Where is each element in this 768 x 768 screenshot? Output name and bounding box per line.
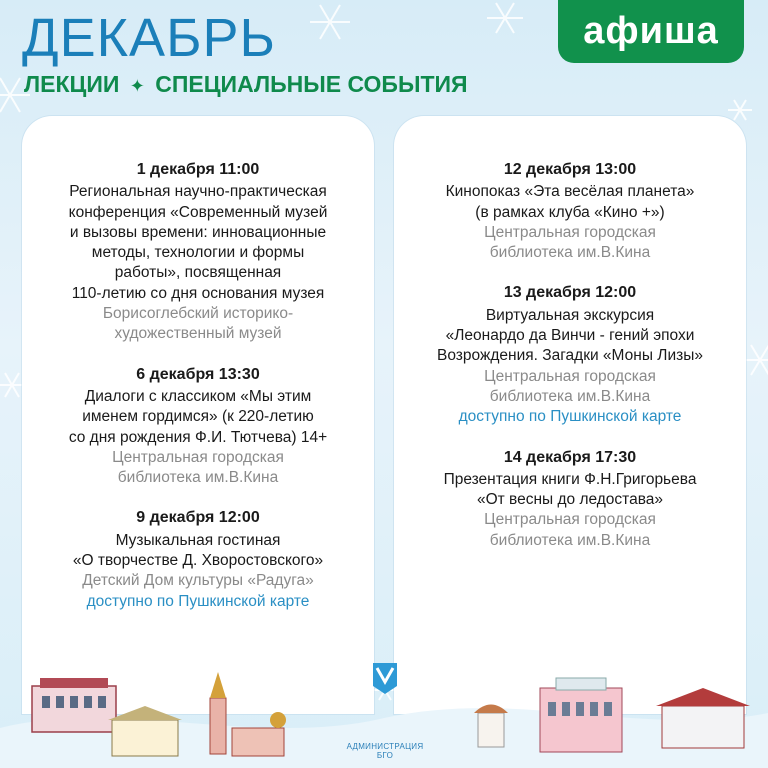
- event-item: [22, 160, 374, 345]
- administration-logo-icon: [373, 663, 397, 694]
- event-venue-line: Центральная городская: [112, 448, 284, 466]
- building-right-icon: [656, 688, 750, 748]
- event-description-line: Региональная научно-практическая: [69, 183, 327, 201]
- event-description-line: 110-летию со дня основания музея: [71, 284, 325, 302]
- building-yellow-icon: [108, 706, 182, 756]
- event-date: 13 декабря 12:00: [503, 284, 637, 302]
- event-venue-line: Центральная городская: [484, 511, 656, 529]
- event-date: 14 декабря 17:30: [503, 448, 637, 466]
- event-item: [394, 160, 746, 263]
- rotunda-icon: [474, 705, 508, 748]
- events-card-right: [394, 116, 746, 714]
- events-list-right: [394, 116, 746, 551]
- event-description-line: методы, технологии и формы: [91, 244, 305, 262]
- event-description-line: Диалоги с классиком «Мы этим: [84, 387, 312, 405]
- event-description-line: работы», посвященная: [114, 264, 282, 282]
- event-venue-line: художественный музей: [114, 325, 282, 343]
- afisha-label: афиша: [583, 10, 719, 52]
- event-venue-line: Центральная городская: [484, 223, 656, 241]
- pushkin-card-note: доступно по Пушкинской карте: [458, 408, 682, 426]
- month-title: ДЕКАБРЬ: [22, 8, 276, 68]
- star-icon: ✦: [129, 76, 145, 96]
- event-venue-line: Детский Дом культуры «Радуга»: [82, 572, 314, 590]
- event-item: [394, 448, 746, 551]
- event-description-line: именем гордимся» (к 220-летию: [82, 408, 314, 426]
- church-icon: [210, 672, 286, 756]
- pushkin-card-note: доступно по Пушкинской карте: [86, 592, 310, 610]
- event-item: [22, 365, 374, 489]
- event-description-line: со дня рождения Ф.И. Тютчева) 14+: [68, 428, 328, 446]
- event-venue-line: Борисоглебский историко-: [102, 305, 294, 323]
- event-description-line: «От весны до ледостава»: [476, 491, 664, 509]
- event-date: 1 декабря 11:00: [136, 161, 260, 178]
- events-card-left: [22, 116, 374, 714]
- subtitle-lectures: ЛЕКЦИИ: [24, 71, 120, 97]
- event-venue-line: библиотека им.В.Кина: [489, 387, 651, 405]
- event-description-line: Виртуальная экскурсия: [485, 306, 655, 324]
- event-description-line: (в рамках клуба «Кино +»): [475, 203, 665, 221]
- administration-logo: [340, 742, 430, 760]
- event-description-line: Презентация книги Ф.Н.Григорьева: [443, 470, 697, 488]
- events-list-left: [22, 116, 374, 612]
- event-venue-line: Центральная городская: [484, 367, 656, 385]
- event-date: 12 декабря 13:00: [503, 161, 637, 178]
- building-left-icon: [32, 678, 116, 732]
- event-item: [22, 508, 374, 611]
- event-description-line: Возрождения. Загадки «Моны Лизы»: [437, 347, 703, 365]
- event-item: [394, 283, 746, 427]
- page-subtitle: [24, 70, 468, 100]
- event-description-line: «Леонардо да Винчи - гений эпохи: [445, 327, 695, 345]
- event-venue-line: библиотека им.В.Кина: [489, 244, 651, 262]
- building-pink-icon: [540, 678, 622, 752]
- event-date: 6 декабря 13:30: [136, 365, 260, 383]
- event-date: 9 декабря 12:00: [136, 509, 260, 527]
- afisha-badge: [558, 0, 744, 63]
- event-venue-line: библиотека им.В.Кина: [117, 469, 279, 487]
- subtitle-special-events: СПЕЦИАЛЬНЫЕ СОБЫТИЯ: [155, 71, 468, 97]
- event-description-line: и вызовы времени: инновационные: [69, 223, 327, 241]
- event-description-line: Кинопоказ «Эта весёлая планета»: [445, 183, 695, 201]
- administration-label: АДМИНИСТРАЦИЯ БГО: [346, 742, 424, 760]
- event-description-line: «О творчестве Д. Хворостовского»: [72, 552, 324, 570]
- event-description-line: конференция «Современный музей: [68, 203, 328, 221]
- event-venue-line: библиотека им.В.Кина: [489, 531, 651, 549]
- event-description-line: Музыкальная гостиная: [115, 531, 281, 549]
